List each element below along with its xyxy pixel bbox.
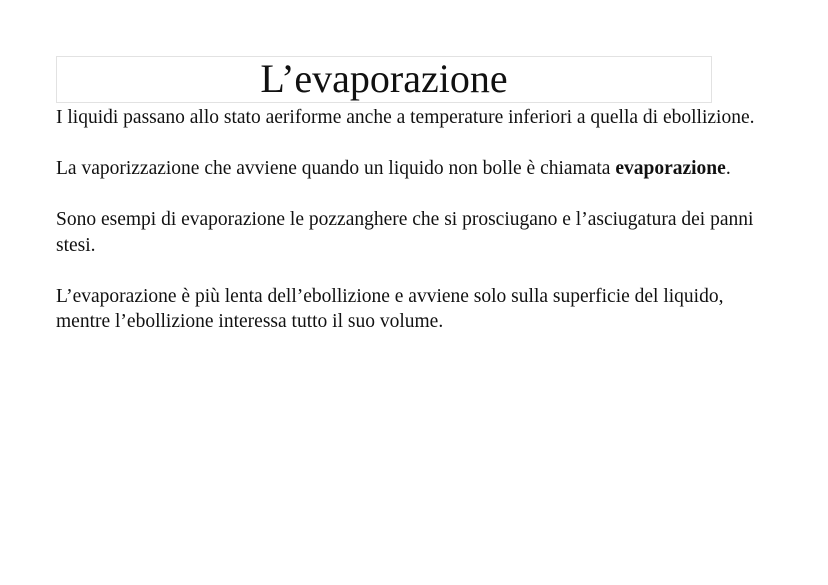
paragraph-2-text-after: .: [725, 158, 731, 179]
slide-title: L’evaporazione: [260, 56, 508, 101]
paragraph-4: L’evaporazione è più lenta dell’ebollizione e avviene solo sulla superficie del liquido, mentre l’ebollizione interessa tutto il suo volume.: [56, 285, 724, 332]
paragraph-2-text-before: La vaporizzazione che avviene quando un liquido non bolle è chiamata: [56, 158, 616, 179]
slide-body: [56, 105, 756, 360]
paragraph-2-bold-term: evaporazione: [615, 158, 726, 179]
paragraph-3: Sono esempi di evaporazione le pozzanghere che si prosciugano e l’asciugatura dei panni stesi.: [56, 209, 754, 256]
paragraph-1: I liquidi passano allo stato aeriforme anche a temperature inferiori a quella di ebollizione.: [56, 107, 755, 128]
paragraph-2: [56, 156, 756, 182]
